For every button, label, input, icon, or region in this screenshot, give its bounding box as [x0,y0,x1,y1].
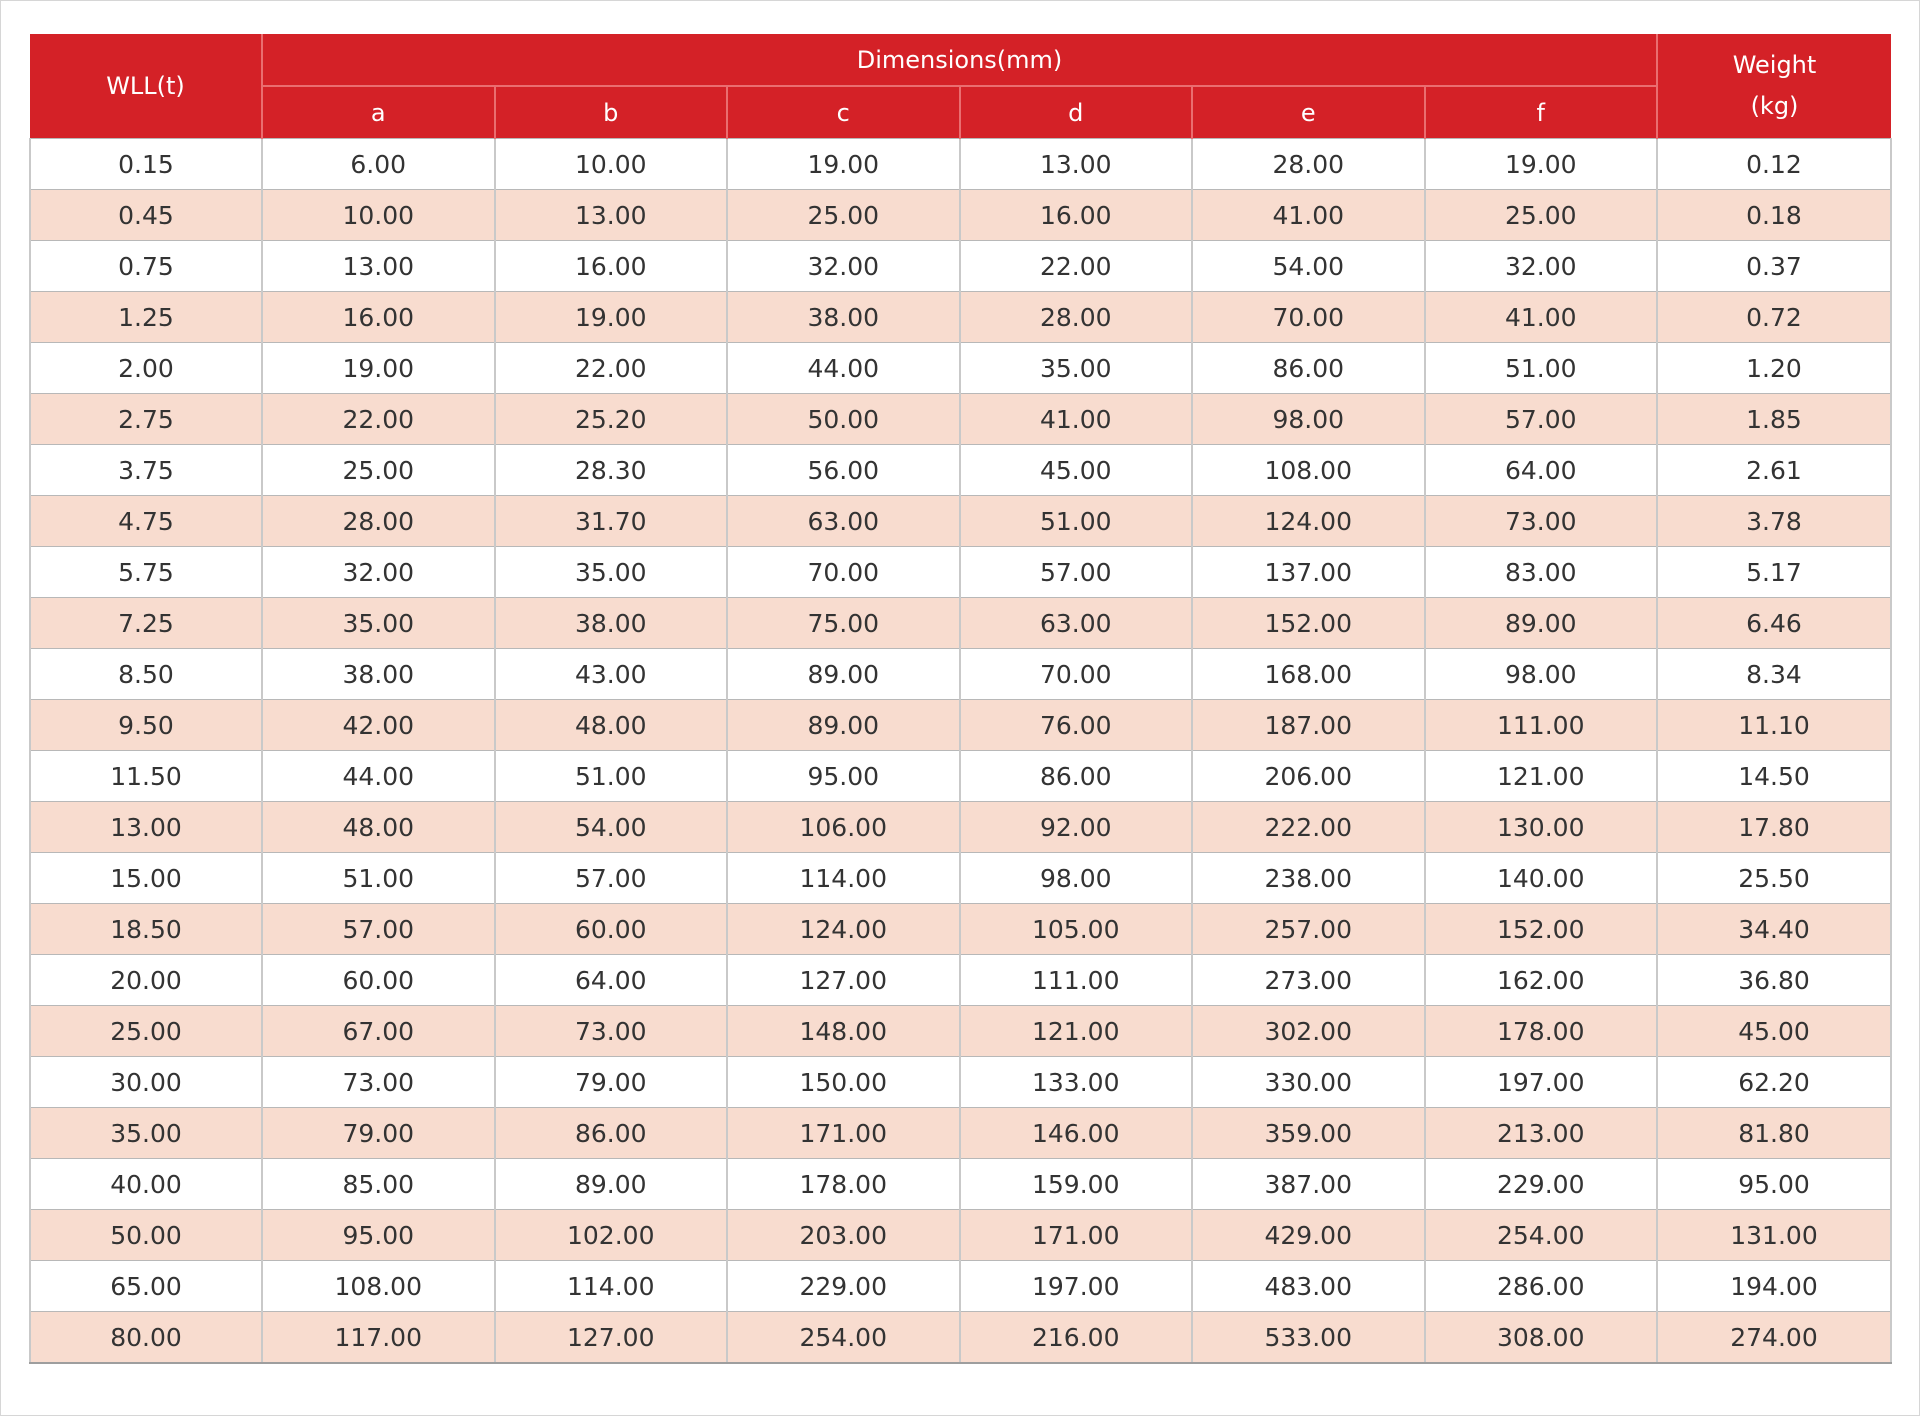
cell-e: 483.00 [1192,1261,1425,1312]
cell-e: 206.00 [1192,751,1425,802]
table-row [30,1312,1891,1364]
cell-a: 10.00 [262,190,495,241]
cell-a: 117.00 [262,1312,495,1364]
cell-b: 35.00 [495,547,728,598]
cell-weight: 0.37 [1657,241,1891,292]
cell-f: 162.00 [1425,955,1658,1006]
cell-b: 31.70 [495,496,728,547]
cell-weight: 0.72 [1657,292,1891,343]
table-row [30,1057,1891,1108]
header-weight [1657,34,1891,139]
table-row [30,241,1891,292]
cell-d: 57.00 [960,547,1193,598]
cell-a: 13.00 [262,241,495,292]
cell-a: 57.00 [262,904,495,955]
cell-b: 114.00 [495,1261,728,1312]
cell-f: 178.00 [1425,1006,1658,1057]
cell-wll: 11.50 [30,751,262,802]
cell-weight: 36.80 [1657,955,1891,1006]
table-row [30,343,1891,394]
cell-b: 79.00 [495,1057,728,1108]
cell-a: 38.00 [262,649,495,700]
table-row [30,802,1891,853]
table-row [30,751,1891,802]
cell-f: 130.00 [1425,802,1658,853]
cell-d: 13.00 [960,139,1193,190]
cell-weight: 2.61 [1657,445,1891,496]
cell-b: 43.00 [495,649,728,700]
cell-wll: 40.00 [30,1159,262,1210]
cell-weight: 274.00 [1657,1312,1891,1364]
cell-wll: 9.50 [30,700,262,751]
cell-e: 168.00 [1192,649,1425,700]
cell-b: 89.00 [495,1159,728,1210]
cell-d: 70.00 [960,649,1193,700]
cell-wll: 8.50 [30,649,262,700]
cell-b: 86.00 [495,1108,728,1159]
cell-b: 48.00 [495,700,728,751]
cell-weight: 0.12 [1657,139,1891,190]
cell-c: 44.00 [727,343,960,394]
cell-c: 75.00 [727,598,960,649]
cell-b: 19.00 [495,292,728,343]
cell-b: 127.00 [495,1312,728,1364]
cell-f: 98.00 [1425,649,1658,700]
cell-wll: 18.50 [30,904,262,955]
cell-c: 89.00 [727,649,960,700]
cell-wll: 7.25 [30,598,262,649]
cell-f: 213.00 [1425,1108,1658,1159]
table-row [30,649,1891,700]
cell-f: 73.00 [1425,496,1658,547]
cell-d: 133.00 [960,1057,1193,1108]
cell-b: 54.00 [495,802,728,853]
cell-f: 111.00 [1425,700,1658,751]
cell-f: 89.00 [1425,598,1658,649]
cell-b: 25.20 [495,394,728,445]
cell-e: 137.00 [1192,547,1425,598]
cell-e: 273.00 [1192,955,1425,1006]
cell-weight: 25.50 [1657,853,1891,904]
cell-d: 28.00 [960,292,1193,343]
cell-a: 60.00 [262,955,495,1006]
cell-c: 148.00 [727,1006,960,1057]
table-row [30,598,1891,649]
cell-e: 152.00 [1192,598,1425,649]
cell-c: 50.00 [727,394,960,445]
cell-weight: 62.20 [1657,1057,1891,1108]
cell-wll: 13.00 [30,802,262,853]
cell-weight: 131.00 [1657,1210,1891,1261]
cell-c: 106.00 [727,802,960,853]
cell-e: 222.00 [1192,802,1425,853]
header-dim-c: c [727,86,960,139]
cell-wll: 3.75 [30,445,262,496]
cell-f: 286.00 [1425,1261,1658,1312]
cell-c: 38.00 [727,292,960,343]
header-weight-line2: (kg) [1750,92,1799,120]
table-header [30,34,1891,139]
cell-weight: 1.85 [1657,394,1891,445]
table-row [30,1159,1891,1210]
cell-e: 387.00 [1192,1159,1425,1210]
cell-e: 108.00 [1192,445,1425,496]
cell-d: 45.00 [960,445,1193,496]
cell-e: 187.00 [1192,700,1425,751]
cell-e: 302.00 [1192,1006,1425,1057]
cell-wll: 2.00 [30,343,262,394]
cell-c: 171.00 [727,1108,960,1159]
cell-d: 146.00 [960,1108,1193,1159]
cell-d: 22.00 [960,241,1193,292]
cell-a: 48.00 [262,802,495,853]
cell-a: 22.00 [262,394,495,445]
cell-weight: 1.20 [1657,343,1891,394]
cell-b: 51.00 [495,751,728,802]
cell-e: 86.00 [1192,343,1425,394]
header-dimensions: Dimensions(mm) [262,34,1657,86]
cell-f: 308.00 [1425,1312,1658,1364]
header-dim-e: e [1192,86,1425,139]
cell-f: 197.00 [1425,1057,1658,1108]
cell-e: 359.00 [1192,1108,1425,1159]
header-wll: WLL(t) [30,34,262,139]
table-row [30,139,1891,190]
cell-c: 89.00 [727,700,960,751]
table-row [30,955,1891,1006]
cell-f: 64.00 [1425,445,1658,496]
table-row [30,700,1891,751]
table-row [30,496,1891,547]
table-row [30,445,1891,496]
cell-b: 38.00 [495,598,728,649]
cell-b: 28.30 [495,445,728,496]
cell-wll: 30.00 [30,1057,262,1108]
cell-e: 429.00 [1192,1210,1425,1261]
table-row [30,190,1891,241]
cell-e: 330.00 [1192,1057,1425,1108]
cell-d: 98.00 [960,853,1193,904]
cell-c: 70.00 [727,547,960,598]
header-weight-line1: Weight [1732,51,1817,79]
cell-f: 25.00 [1425,190,1658,241]
cell-d: 216.00 [960,1312,1193,1364]
cell-b: 57.00 [495,853,728,904]
cell-wll: 0.15 [30,139,262,190]
cell-weight: 3.78 [1657,496,1891,547]
cell-f: 32.00 [1425,241,1658,292]
cell-a: 73.00 [262,1057,495,1108]
cell-weight: 34.40 [1657,904,1891,955]
cell-wll: 5.75 [30,547,262,598]
cell-a: 19.00 [262,343,495,394]
cell-d: 111.00 [960,955,1193,1006]
cell-b: 16.00 [495,241,728,292]
cell-c: 150.00 [727,1057,960,1108]
cell-weight: 81.80 [1657,1108,1891,1159]
cell-a: 51.00 [262,853,495,904]
table-row [30,292,1891,343]
cell-weight: 45.00 [1657,1006,1891,1057]
cell-c: 32.00 [727,241,960,292]
cell-weight: 11.10 [1657,700,1891,751]
cell-d: 121.00 [960,1006,1193,1057]
table-row [30,904,1891,955]
cell-wll: 15.00 [30,853,262,904]
cell-c: 25.00 [727,190,960,241]
cell-a: 6.00 [262,139,495,190]
header-dim-b: b [495,86,728,139]
cell-weight: 95.00 [1657,1159,1891,1210]
cell-c: 114.00 [727,853,960,904]
table-row [30,1006,1891,1057]
cell-f: 229.00 [1425,1159,1658,1210]
cell-c: 95.00 [727,751,960,802]
table-row [30,853,1891,904]
cell-wll: 2.75 [30,394,262,445]
table-row [30,394,1891,445]
spec-table [29,34,1892,1364]
cell-wll: 80.00 [30,1312,262,1364]
cell-e: 124.00 [1192,496,1425,547]
cell-wll: 4.75 [30,496,262,547]
table-row [30,1108,1891,1159]
header-dim-a: a [262,86,495,139]
cell-a: 16.00 [262,292,495,343]
cell-c: 124.00 [727,904,960,955]
cell-a: 25.00 [262,445,495,496]
table-row [30,1210,1891,1261]
cell-b: 13.00 [495,190,728,241]
cell-d: 105.00 [960,904,1193,955]
cell-b: 10.00 [495,139,728,190]
cell-f: 51.00 [1425,343,1658,394]
cell-c: 254.00 [727,1312,960,1364]
cell-d: 197.00 [960,1261,1193,1312]
cell-d: 51.00 [960,496,1193,547]
cell-f: 140.00 [1425,853,1658,904]
cell-weight: 17.80 [1657,802,1891,853]
header-dim-f: f [1425,86,1658,139]
cell-f: 41.00 [1425,292,1658,343]
cell-wll: 0.45 [30,190,262,241]
cell-a: 28.00 [262,496,495,547]
cell-c: 63.00 [727,496,960,547]
cell-b: 60.00 [495,904,728,955]
header-dim-d: d [960,86,1193,139]
cell-c: 178.00 [727,1159,960,1210]
cell-d: 63.00 [960,598,1193,649]
cell-f: 152.00 [1425,904,1658,955]
cell-c: 203.00 [727,1210,960,1261]
cell-d: 171.00 [960,1210,1193,1261]
table-body [30,139,1891,1364]
cell-c: 56.00 [727,445,960,496]
cell-a: 95.00 [262,1210,495,1261]
cell-weight: 0.18 [1657,190,1891,241]
cell-a: 108.00 [262,1261,495,1312]
cell-e: 238.00 [1192,853,1425,904]
cell-d: 16.00 [960,190,1193,241]
table-row [30,547,1891,598]
cell-wll: 20.00 [30,955,262,1006]
cell-e: 70.00 [1192,292,1425,343]
cell-wll: 1.25 [30,292,262,343]
cell-weight: 14.50 [1657,751,1891,802]
cell-e: 533.00 [1192,1312,1425,1364]
cell-e: 28.00 [1192,139,1425,190]
cell-weight: 6.46 [1657,598,1891,649]
cell-a: 44.00 [262,751,495,802]
cell-b: 102.00 [495,1210,728,1261]
cell-d: 159.00 [960,1159,1193,1210]
cell-d: 35.00 [960,343,1193,394]
cell-f: 19.00 [1425,139,1658,190]
cell-weight: 8.34 [1657,649,1891,700]
cell-b: 73.00 [495,1006,728,1057]
cell-wll: 50.00 [30,1210,262,1261]
cell-e: 98.00 [1192,394,1425,445]
cell-f: 121.00 [1425,751,1658,802]
cell-e: 41.00 [1192,190,1425,241]
cell-f: 57.00 [1425,394,1658,445]
cell-a: 79.00 [262,1108,495,1159]
cell-a: 32.00 [262,547,495,598]
cell-weight: 194.00 [1657,1261,1891,1312]
table-row [30,1261,1891,1312]
cell-a: 67.00 [262,1006,495,1057]
cell-d: 92.00 [960,802,1193,853]
cell-wll: 25.00 [30,1006,262,1057]
cell-f: 254.00 [1425,1210,1658,1261]
cell-wll: 65.00 [30,1261,262,1312]
cell-d: 76.00 [960,700,1193,751]
cell-a: 35.00 [262,598,495,649]
cell-c: 127.00 [727,955,960,1006]
cell-a: 85.00 [262,1159,495,1210]
cell-wll: 0.75 [30,241,262,292]
cell-wll: 35.00 [30,1108,262,1159]
cell-f: 83.00 [1425,547,1658,598]
cell-a: 42.00 [262,700,495,751]
cell-b: 22.00 [495,343,728,394]
cell-weight: 5.17 [1657,547,1891,598]
cell-d: 86.00 [960,751,1193,802]
cell-c: 19.00 [727,139,960,190]
cell-d: 41.00 [960,394,1193,445]
cell-b: 64.00 [495,955,728,1006]
cell-e: 257.00 [1192,904,1425,955]
cell-e: 54.00 [1192,241,1425,292]
cell-c: 229.00 [727,1261,960,1312]
